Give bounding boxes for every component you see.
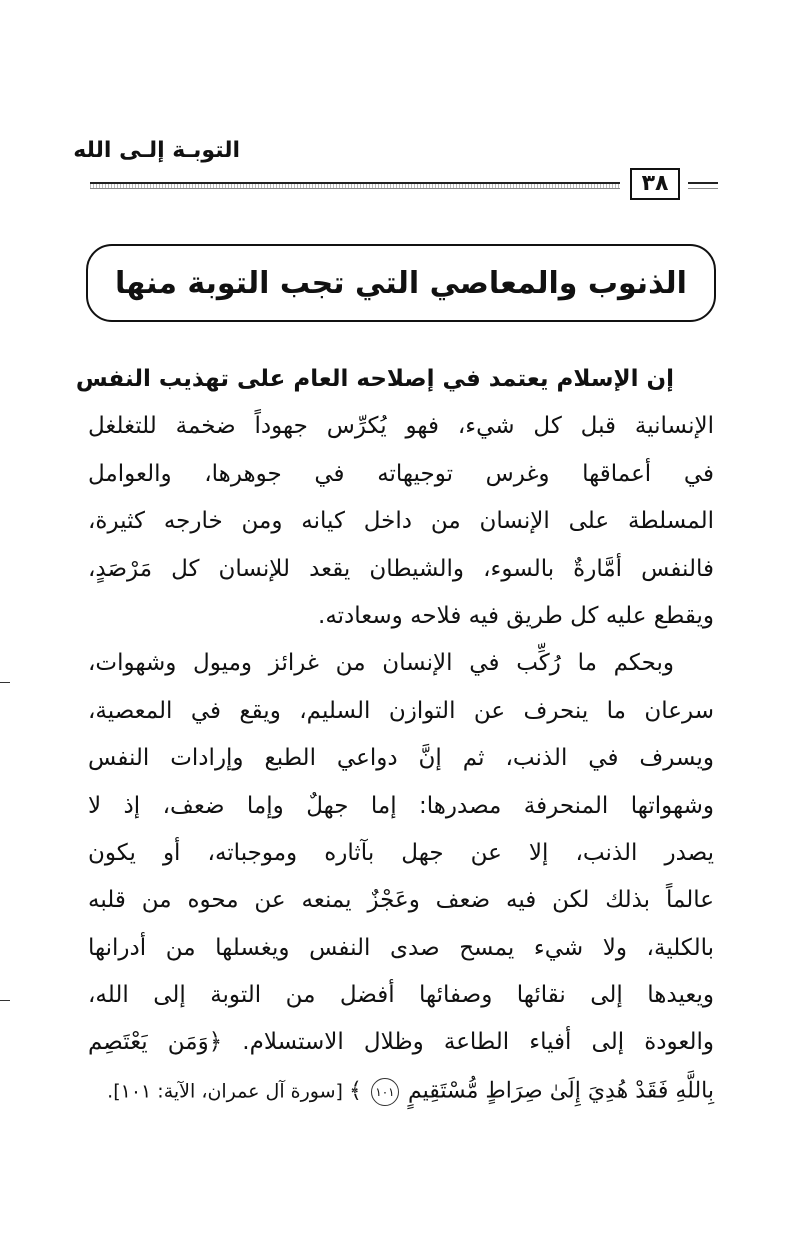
- section-title: الذنوب والمعاصي التي تجب التوبة منها: [115, 265, 687, 301]
- body-line-13: بالكلية، ولا شيء يمسح صدى النفس ويغسلها من أدرانها: [88, 934, 714, 961]
- ayah-number-ornament: ١٠١: [371, 1078, 399, 1106]
- margin-tick: [0, 682, 10, 683]
- body-line-1: إن الإسلام يعتمد في إصلاحه العام على تهذيب النفس: [75, 366, 674, 392]
- body-line-10: وشهواتها المنحرفة مصدرها: إما جهلٌ وإما ضعف، إذ لا: [88, 792, 714, 819]
- body-line-6: ويقطع عليه كل طريق فيه فلاحه وسعادته.: [318, 602, 714, 629]
- body-line-3: في أعماقها وغرس توجيهاته في جوهرها، والعوامل: [88, 460, 714, 487]
- body-line-5: فالنفس أمَّارةٌ بالسوء، والشيطان يقعد للإنسان كل مَرْصَدٍ،: [88, 555, 714, 582]
- body-line-4: المسلطة على الإنسان من داخل كيانه ومن خارجه كثيرة،: [88, 508, 714, 535]
- body-line-11: يصدر الذنب، إلا عن جهل بآثاره وموجباته، أو يكون: [88, 839, 714, 866]
- body-line-15: والعودة إلى أفياء الطاعة وظلال الاستسلام. ﴿وَمَن يَعْتَصِم: [88, 1029, 714, 1056]
- margin-tick: [0, 1000, 10, 1001]
- body-line-9: ويسرف في الذنب، ثم إنَّ دواعي الطبع وإرادات النفس: [88, 745, 714, 772]
- body-line-7: وبحكم ما رُكِّب في الإنسان من غرائز وميول وشهوات،: [88, 650, 674, 677]
- body-text: [75, 356, 714, 1067]
- surah-citation: [سورة آل عمران، الآية: ١٠١].: [107, 1080, 343, 1103]
- quran-verse: بِاللَّهِ فَقَدْ هُدِيَ إِلَىٰ صِرَاطٍ مُّسْتَقِيمٍ: [407, 1078, 714, 1104]
- quran-closing-bracket: ﴾: [348, 1078, 362, 1104]
- page-number: ٣٨: [630, 168, 680, 200]
- quran-reference-line: [88, 1078, 714, 1106]
- body-line-12: عالماً بذلك لكن فيه ضعف وعَجْزٌ يمنعه عن محوه من قلبه: [88, 887, 714, 914]
- body-line-14: ويعيدها إلى نقائها وصفائها أفضل من التوبة إلى الله،: [88, 982, 714, 1009]
- header-rule: [90, 182, 620, 189]
- body-line-8: سرعان ما ينحرف عن التوازن السليم، ويقع في المعصية،: [88, 697, 714, 724]
- body-line-2: الإنسانية قبل كل شيء، فهو يُكرِّس جهوداً ضخمة للتغلغل: [88, 413, 714, 440]
- header-rule-short: [688, 182, 718, 189]
- section-title-box: [86, 244, 716, 322]
- running-title: التوبـة إلـى الله: [73, 138, 240, 163]
